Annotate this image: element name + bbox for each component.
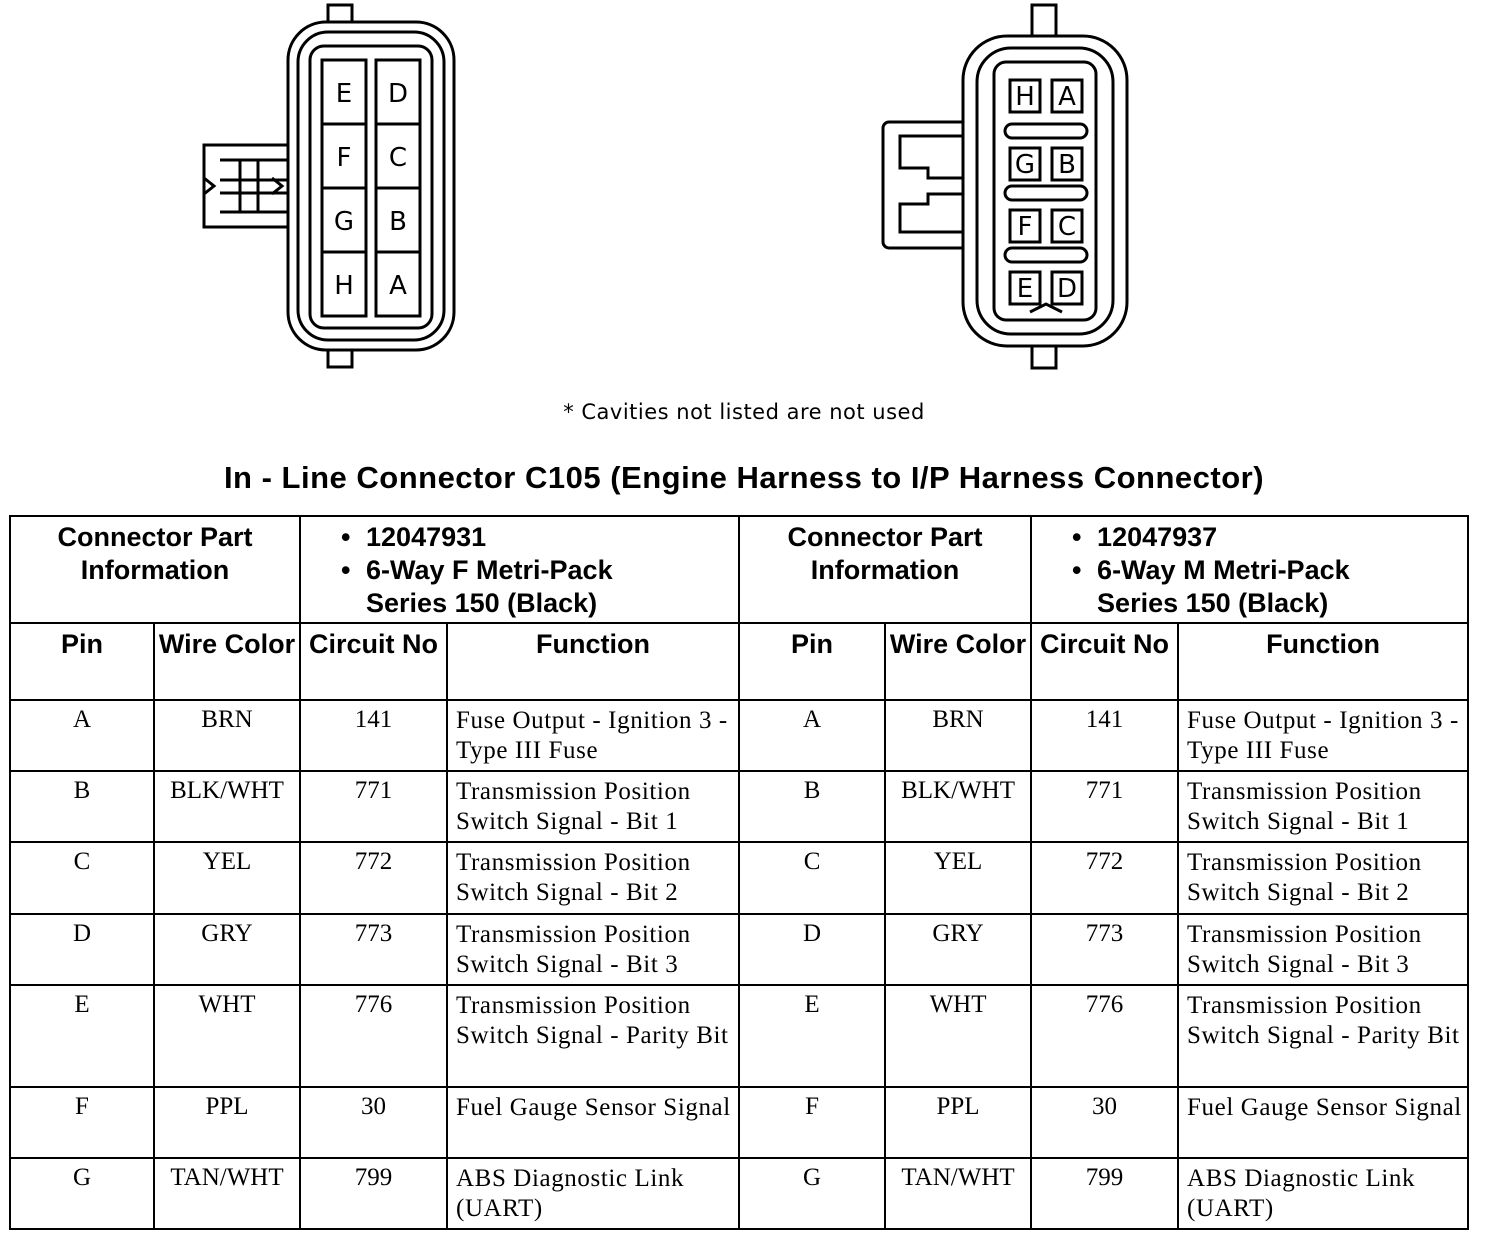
female-part-number-line: • 12047931: [341, 522, 487, 552]
wire-color-cell: GRY: [885, 914, 1031, 985]
function-cell: Transmission Position Switch Signal - Bit 1: [447, 771, 739, 842]
connector-pinout-table: [9, 515, 1469, 1230]
wire-color-cell: GRY: [154, 914, 300, 985]
table-row: [10, 1087, 1468, 1158]
pin-cell: E: [739, 985, 885, 1087]
female-pin-label-e: E: [335, 79, 353, 109]
table-row: [10, 842, 1468, 913]
part-info-row: [10, 516, 1468, 623]
male-circuit-header: Circuit No: [1031, 623, 1178, 700]
female-connector-view: [204, 5, 454, 367]
wire-color-cell: BRN: [885, 700, 1031, 771]
male-pin-label-f: F: [1017, 212, 1033, 242]
circuit-cell: 776: [1031, 985, 1178, 1087]
wire-color-cell: TAN/WHT: [885, 1158, 1031, 1229]
male-wire-color-header: Wire Color: [885, 623, 1031, 700]
male-pin-label-h: H: [1015, 82, 1035, 112]
female-part-details: [300, 516, 739, 623]
circuit-cell: 773: [1031, 914, 1178, 985]
female-part-number: 12047931: [366, 522, 487, 552]
function-cell: Transmission Position Switch Signal - Parity Bit: [1178, 985, 1468, 1087]
male-connector-view: [883, 5, 1127, 368]
pin-cell: F: [10, 1087, 154, 1158]
male-pin-label-b: B: [1058, 150, 1076, 180]
pin-cell: F: [739, 1087, 885, 1158]
male-function-header: Function: [1178, 623, 1468, 700]
wire-color-cell: WHT: [154, 985, 300, 1087]
circuit-cell: 141: [1031, 700, 1178, 771]
circuit-cell: 776: [300, 985, 447, 1087]
female-pin-label-f: F: [336, 143, 352, 173]
female-pin-header: Pin: [10, 623, 154, 700]
male-pin-label-a: A: [1058, 82, 1076, 112]
column-header-row: [10, 623, 1468, 700]
male-part-number: 12047937: [1097, 522, 1218, 552]
female-pin-label-b: B: [389, 207, 407, 237]
male-part-number-line: • 12047937: [1072, 522, 1218, 552]
circuit-cell: 30: [300, 1087, 447, 1158]
female-circuit-header: Circuit No: [300, 623, 447, 700]
table-row: [10, 700, 1468, 771]
pin-cell: D: [739, 914, 885, 985]
circuit-cell: 799: [300, 1158, 447, 1229]
wire-color-cell: YEL: [885, 842, 1031, 913]
table-row: [10, 771, 1468, 842]
pin-cell: G: [10, 1158, 154, 1229]
function-cell: Transmission Position Switch Signal - Parity Bit: [447, 985, 739, 1087]
table-row: [10, 914, 1468, 985]
wire-color-cell: TAN/WHT: [154, 1158, 300, 1229]
pin-cell: B: [739, 771, 885, 842]
circuit-cell: 799: [1031, 1158, 1178, 1229]
footnote: * Cavities not listed are not used: [563, 400, 925, 424]
page-title: In - Line Connector C105 (Engine Harness to I/P Harness Connector): [223, 460, 1265, 495]
pin-cell: C: [10, 842, 154, 913]
function-cell: Fuel Gauge Sensor Signal: [447, 1087, 739, 1158]
male-pin-label-g: G: [1014, 150, 1036, 180]
male-pin-label-d: D: [1056, 274, 1078, 304]
female-pin-label-a: A: [389, 271, 407, 301]
male-description-2: Series 150 (Black): [1097, 588, 1329, 618]
circuit-cell: 30: [1031, 1087, 1178, 1158]
female-pin-label-g: G: [333, 207, 355, 237]
male-part-info-label: Connector Part Information: [739, 516, 1031, 623]
pin-cell: D: [10, 914, 154, 985]
female-part-info-label: Connector Part Information: [10, 516, 300, 623]
function-cell: Transmission Position Switch Signal - Bit 2: [447, 842, 739, 913]
female-pin-label-c: C: [388, 143, 408, 173]
circuit-cell: 771: [300, 771, 447, 842]
female-wire-color-header: Wire Color: [154, 623, 300, 700]
circuit-cell: 141: [300, 700, 447, 771]
function-cell: ABS Diagnostic Link (UART): [447, 1158, 739, 1229]
wire-color-cell: BLK/WHT: [154, 771, 300, 842]
male-pin-label-e: E: [1016, 274, 1034, 304]
female-description-line: • 6-Way F Metri-Pack: [341, 555, 613, 585]
wire-color-cell: WHT: [885, 985, 1031, 1087]
pin-cell: C: [739, 842, 885, 913]
pin-cell: E: [10, 985, 154, 1087]
pin-cell: A: [10, 700, 154, 771]
wire-color-cell: YEL: [154, 842, 300, 913]
circuit-cell: 773: [300, 914, 447, 985]
table-row: [10, 1158, 1468, 1229]
wire-color-cell: PPL: [154, 1087, 300, 1158]
male-part-details: [1031, 516, 1468, 623]
female-pin-label-h: H: [334, 271, 354, 301]
circuit-cell: 772: [1031, 842, 1178, 913]
female-pin-label-d: D: [387, 79, 409, 109]
male-description-1: 6-Way M Metri-Pack: [1097, 555, 1350, 585]
connector-diagrams: [0, 0, 1488, 400]
pin-cell: G: [739, 1158, 885, 1229]
table-row: [10, 985, 1468, 1087]
female-description-1: 6-Way F Metri-Pack: [366, 555, 613, 585]
function-cell: Fuse Output - Ignition 3 - Type III Fuse: [447, 700, 739, 771]
function-cell: Transmission Position Switch Signal - Bit 1: [1178, 771, 1468, 842]
function-cell: ABS Diagnostic Link (UART): [1178, 1158, 1468, 1229]
wire-color-cell: BLK/WHT: [885, 771, 1031, 842]
female-description-2: Series 150 (Black): [366, 588, 598, 618]
male-description-line: • 6-Way M Metri-Pack: [1072, 555, 1350, 585]
function-cell: Fuse Output - Ignition 3 - Type III Fuse: [1178, 700, 1468, 771]
wire-color-cell: PPL: [885, 1087, 1031, 1158]
male-pin-label-c: C: [1057, 212, 1077, 242]
function-cell: Fuel Gauge Sensor Signal: [1178, 1087, 1468, 1158]
function-cell: Transmission Position Switch Signal - Bit 3: [447, 914, 739, 985]
pin-cell: B: [10, 771, 154, 842]
function-cell: Transmission Position Switch Signal - Bit 3: [1178, 914, 1468, 985]
male-pin-header: Pin: [739, 623, 885, 700]
wire-color-cell: BRN: [154, 700, 300, 771]
circuit-cell: 772: [300, 842, 447, 913]
function-cell: Transmission Position Switch Signal - Bit 2: [1178, 842, 1468, 913]
circuit-cell: 771: [1031, 771, 1178, 842]
female-function-header: Function: [447, 623, 739, 700]
pin-cell: A: [739, 700, 885, 771]
